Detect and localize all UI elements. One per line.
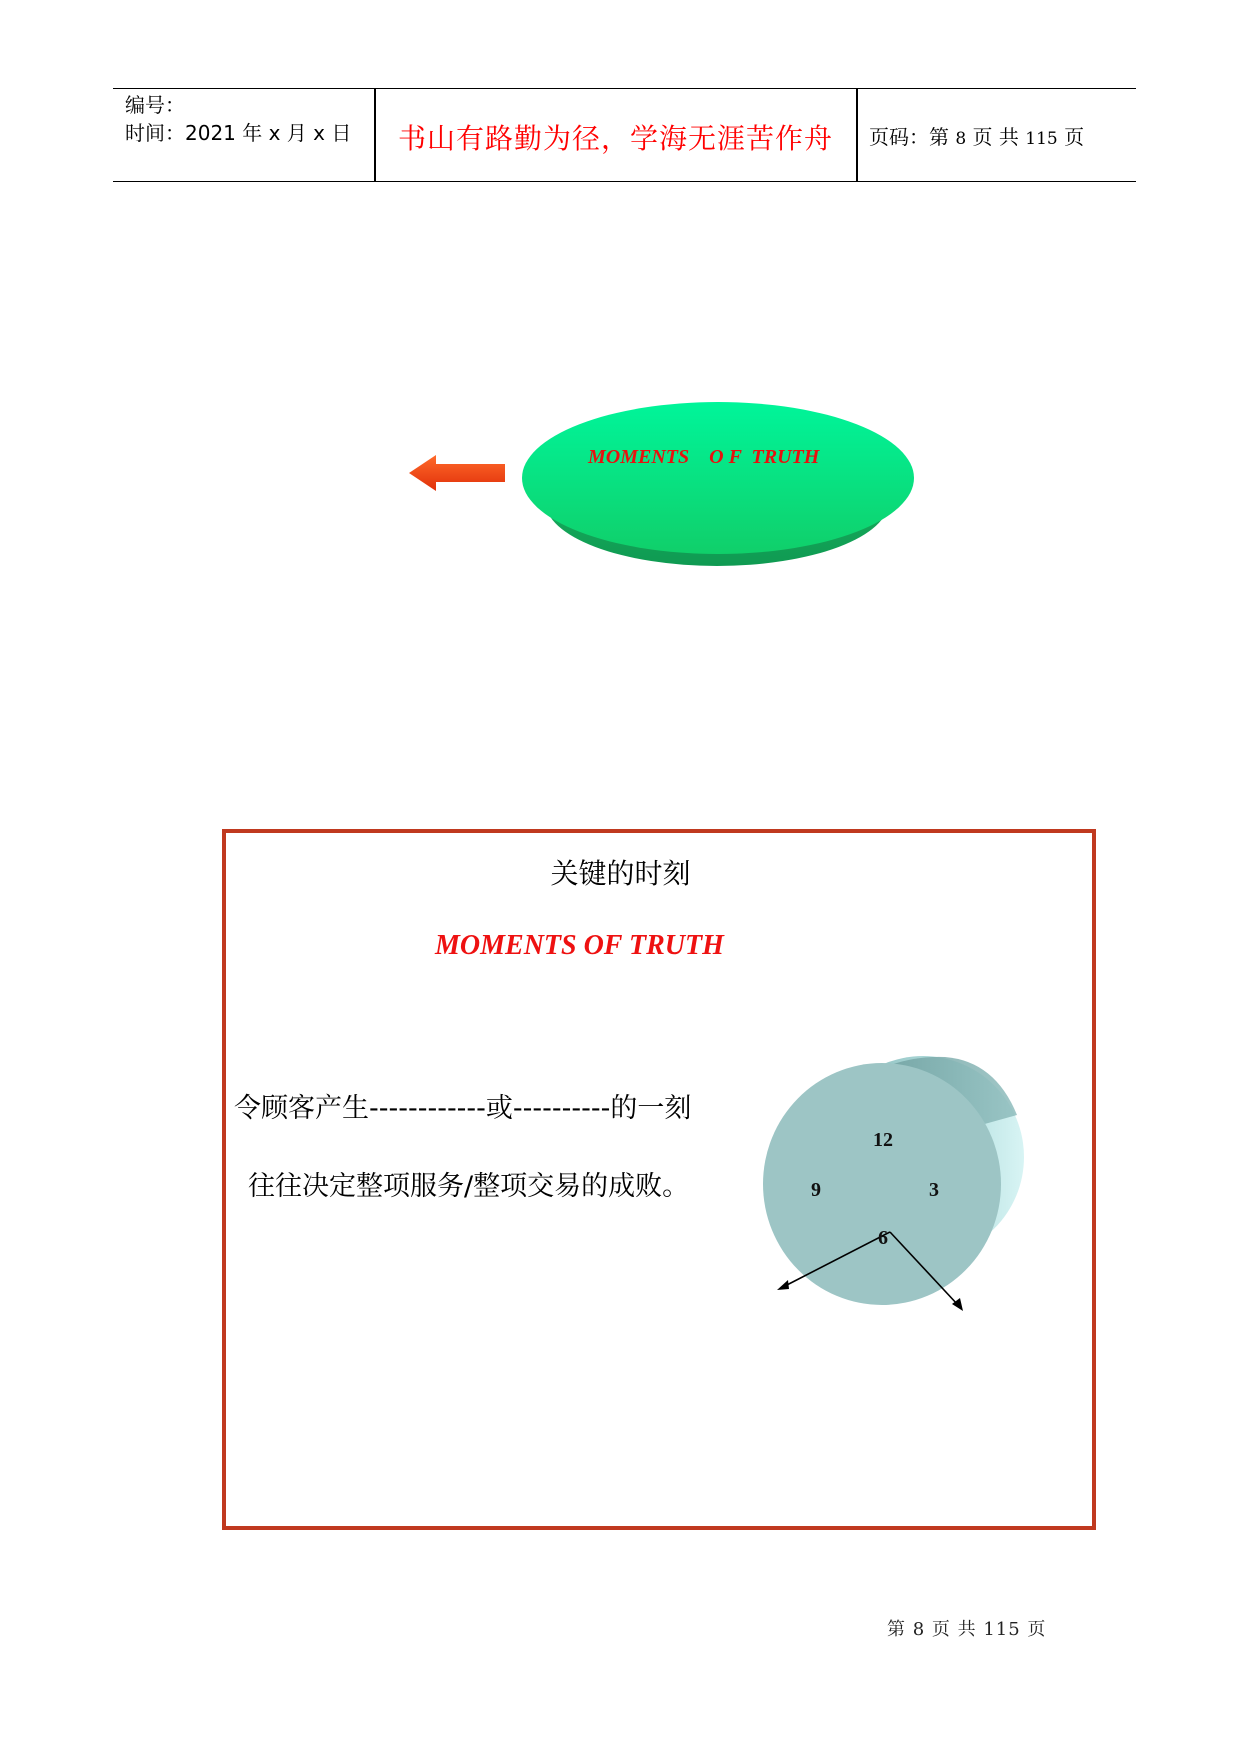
clock-number-3: 3: [929, 1179, 939, 1201]
header-motto: 书山有路勤为径，学海无涯苦作舟: [397, 122, 833, 155]
box-title: 关键的时刻: [550, 857, 691, 890]
page-prefix: 页码：第: [869, 125, 949, 149]
box-subtitle: MOMENTS OF TRUTH: [435, 930, 724, 961]
page-header: [113, 88, 1136, 182]
header-divider: [856, 89, 858, 181]
header-meta: [125, 91, 351, 147]
clock-number-12: 12: [873, 1129, 893, 1151]
date-label: 时间：2021 年 x 月 x 日: [125, 121, 352, 145]
page-suffix: 页: [1064, 125, 1085, 149]
page-current: 8: [955, 129, 967, 149]
clock-graphic: [755, 1055, 1025, 1325]
box-line-2: 往往决定整项服务/整项交易的成败。: [248, 1171, 690, 1202]
header-page-info: [869, 121, 1084, 150]
clock-icon: [755, 1055, 1025, 1325]
clock-number-6: 6: [878, 1227, 888, 1249]
number-label: 编号：: [125, 93, 185, 117]
page-middle: 页 共: [972, 125, 1019, 149]
box-line-1: 令顾客产生------------或----------的一刻: [234, 1093, 692, 1124]
moments-label-top: MOMENTS O F TRUTH: [588, 446, 820, 468]
page-total: 115: [1025, 129, 1058, 149]
disc-icon: [522, 402, 914, 566]
page-footer: 第 8 页 共 115 页: [887, 1619, 1047, 1640]
clock-number-9: 9: [811, 1179, 821, 1201]
moments-disc-graphic: [400, 395, 920, 585]
left-arrow-icon: [409, 455, 505, 491]
